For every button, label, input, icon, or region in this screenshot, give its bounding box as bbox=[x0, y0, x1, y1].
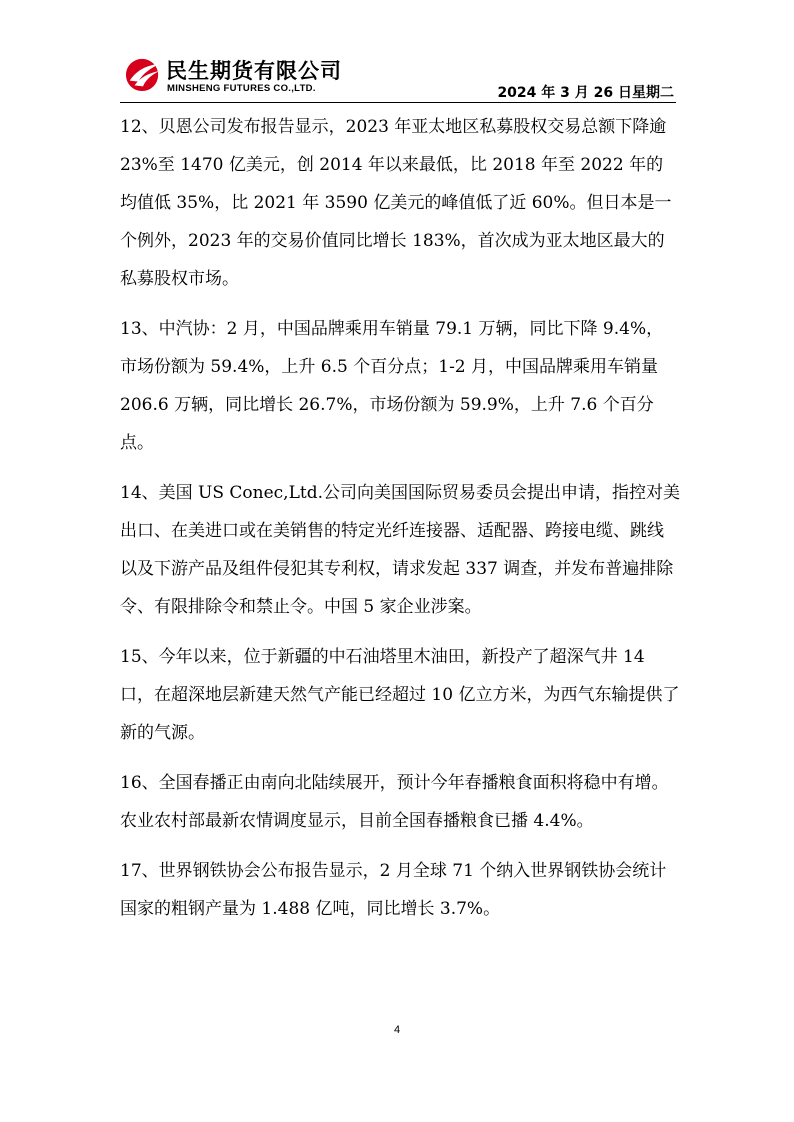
minsheng-logo-icon bbox=[124, 56, 162, 92]
news-item: 15、今年以来，位于新疆的中石油塔里木油田，新投产了超深气井 14 口，在超深地层新建天然气产能已经超过 10 亿立方米，为西气东输提供了新的气源。 bbox=[120, 647, 680, 743]
page-number: 4 bbox=[393, 1024, 401, 1036]
logo-chinese-name: 民生期货有限公司 bbox=[166, 59, 342, 83]
header-divider bbox=[120, 102, 676, 103]
news-item: 16、全国春播正由南向北陆续展开，预计今年春播粮食面积将稳中有增。农业农村部最新农情调度显示，目前全国春播粮食已播 4.4%。 bbox=[120, 773, 669, 831]
logo-english-name: MINSHENG FUTURES CO.,LTD. bbox=[167, 83, 316, 94]
news-item: 14、美国 US Conec,Ltd.公司向美国国际贸易委员会提出申请，指控对美出口、在美进口或在美销售的特定光纤连接器、适配器、跨接电缆、跳线以及下游产品及组件侵犯其专利权，请求发起 337 调查，并发布普遍排除令、有限排除令和禁止令。中国 5 家企业涉案。 bbox=[120, 483, 680, 617]
report-date: 2024 年 3 月 26 日星期二 bbox=[497, 85, 674, 101]
news-item: 12、贝恩公司发布报告显示，2023 年亚太地区私募股权交易总额下降逾 23%至 1470 亿美元，创 2014 年以来最低，比 2018 年至 2022 年的均值低 35%，比 2021 年 3590 亿美元的峰值低了近 60%。但日本是一个例外，2023 年的交易价值同比增长 183%，首次成为亚太地区最大的私募股权市场。 bbox=[120, 117, 672, 289]
news-item: 13、中汽协：2 月，中国品牌乘用车销量 79.1 万辆，同比下降 9.4%，市场份额为 59.4%，上升 6.5 个百分点；1-2 月，中国品牌乘用车销量 206.6 万辆，同比增长 26.7%，市场份额为 59.9%，上升 7.6 个百分点。 bbox=[120, 319, 664, 453]
news-item: 17、世界钢铁协会公布报告显示，2 月全球 71 个纳入世界钢铁协会统计国家的粗钢产量为 1.488 亿吨，同比增长 3.7%。 bbox=[120, 861, 667, 919]
page-header bbox=[120, 52, 680, 102]
news-list bbox=[120, 108, 680, 940]
company-logo bbox=[120, 52, 360, 100]
